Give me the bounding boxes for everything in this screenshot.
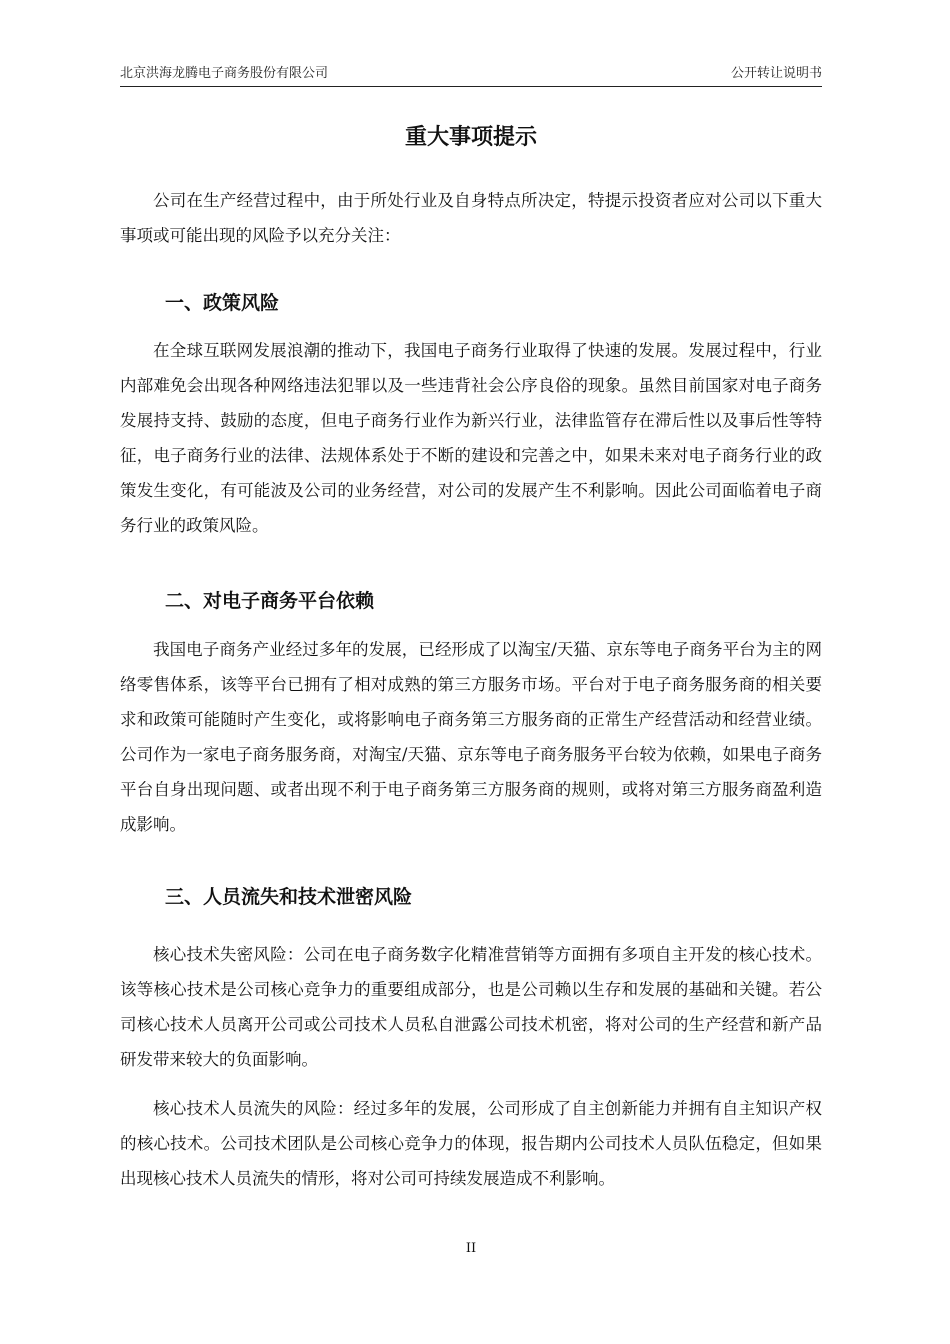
header-company-name: 北京洪海龙腾电子商务股份有限公司: [120, 66, 329, 81]
section-heading-policy-risk: 一、政策风险: [165, 292, 280, 314]
section-paragraph: 我国电子商务产业经过多年的发展，已经形成了以淘宝/天猫、京东等电子商务平台为主的网络零售体系，该等平台已拥有了相对成熟的第三方服务市场。平台对于电子商务服务商的相关要求和政策可能随时产生变化，或将影响电子商务第三方服务商的正常生产经营活动和经营业绩。公司作为一家电子商务服务商，对淘宝/天猫、京东等电子商务服务平台较为依赖，如果电子商务平台自身出现问题、或者出现不利于电子商务第三方服务商的规则，或将对第三方服务商盈利造成影响。: [120, 640, 822, 834]
section-heading-platform-dependence: 二、对电子商务平台依赖: [165, 590, 375, 612]
page-number: II: [465, 1241, 477, 1256]
page-header: [120, 60, 822, 87]
page-title: 重大事项提示: [404, 125, 537, 150]
section-heading-personnel-tech-risk: 三、人员流失和技术泄密风险: [165, 886, 413, 908]
section-paragraph: 在全球互联网发展浪潮的推动下，我国电子商务行业取得了快速的发展。发展过程中，行业内部难免会出现各种网络违法犯罪以及一些违背社会公序良俗的现象。虽然目前国家对电子商务发展持支持、鼓励的态度，但电子商务行业作为新兴行业，法律监管存在滞后性以及事后性等特征，电子商务行业的法律、法规体系处于不断的建设和完善之中，如果未来对电子商务行业的政策发生变化，有可能波及公司的业务经营，对公司的发展产生不利影响。因此公司面临着电子商务行业的政策风险。: [120, 341, 822, 535]
section-paragraph: 核心技术人员流失的风险：经过多年的发展，公司形成了自主创新能力并拥有自主知识产权的核心技术。公司技术团队是公司核心竞争力的体现，报告期内公司技术人员队伍稳定，但如果出现核心技术人员流失的情形，将对公司可持续发展造成不利影响。: [120, 1099, 822, 1188]
section-paragraph: 核心技术失密风险：公司在电子商务数字化精准营销等方面拥有多项自主开发的核心技术。该等核心技术是公司核心竞争力的重要组成部分，也是公司赖以生存和发展的基础和关键。若公司核心技术人员离开公司或公司技术人员私自泄露公司技术机密，将对公司的生产经营和新产品研发带来较大的负面影响。: [120, 945, 822, 1069]
intro-paragraph: 公司在生产经营过程中，由于所处行业及自身特点所决定，特提示投资者应对公司以下重大事项或可能出现的风险予以充分关注：: [120, 191, 822, 245]
header-document-type: 公开转让说明书: [730, 66, 822, 81]
